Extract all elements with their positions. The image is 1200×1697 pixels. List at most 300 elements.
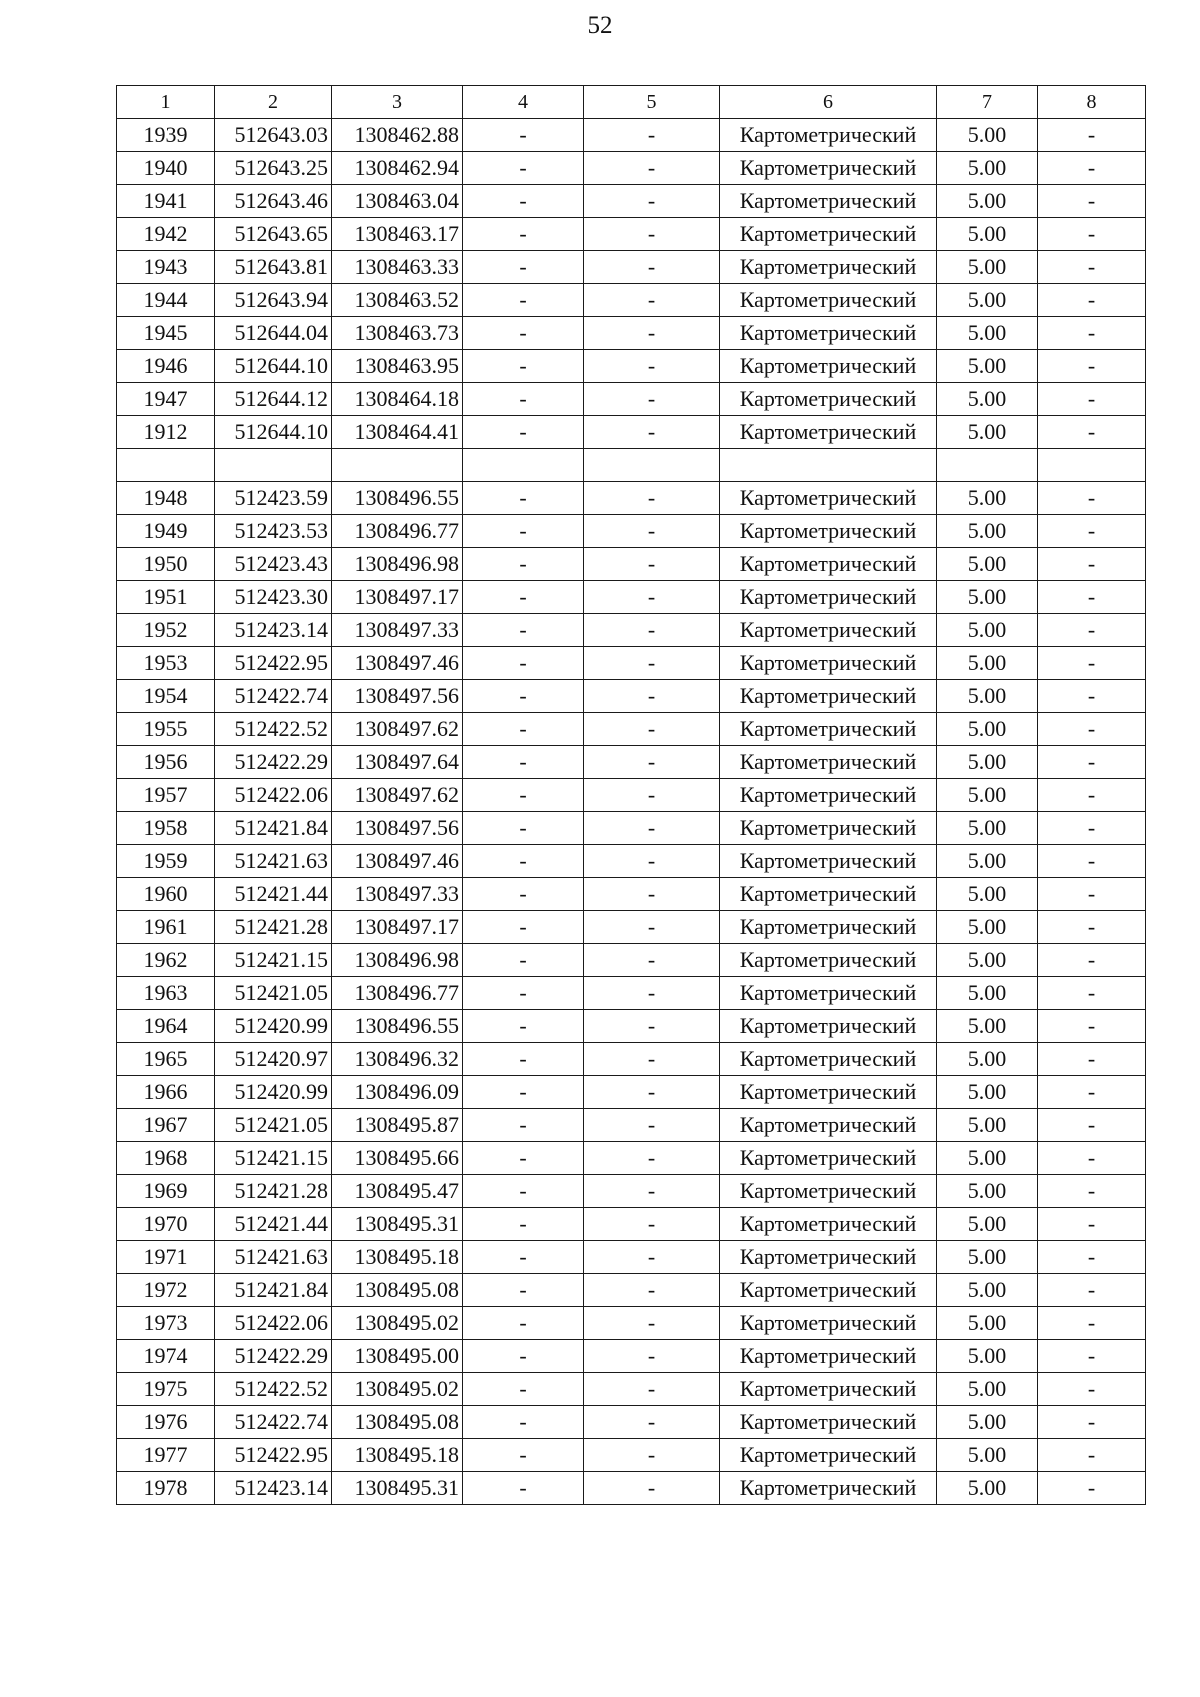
point-number-cell: 1978 <box>117 1472 215 1505</box>
x-coordinate-cell: 512644.10 <box>215 416 332 449</box>
column-4-cell: - <box>463 1076 584 1109</box>
point-number-cell: 1947 <box>117 383 215 416</box>
accuracy-cell: 5.00 <box>937 548 1038 581</box>
column-8-cell: - <box>1038 152 1146 185</box>
column-4-cell: - <box>463 317 584 350</box>
column-8-cell: - <box>1038 1142 1146 1175</box>
method-cell: Картометрический <box>720 1142 937 1175</box>
column-8-cell: - <box>1038 383 1146 416</box>
method-cell: Картометрический <box>720 185 937 218</box>
method-cell: Картометрический <box>720 119 937 152</box>
table-row <box>117 383 1146 416</box>
x-coordinate-cell: 512422.06 <box>215 1307 332 1340</box>
column-8-cell: - <box>1038 1175 1146 1208</box>
point-number-cell: 1959 <box>117 845 215 878</box>
y-coordinate-cell: 1308463.95 <box>332 350 463 383</box>
column-8-cell: - <box>1038 1076 1146 1109</box>
method-cell: Картометрический <box>720 812 937 845</box>
x-coordinate-cell: 512643.65 <box>215 218 332 251</box>
x-coordinate-cell: 512421.84 <box>215 812 332 845</box>
method-cell: Картометрический <box>720 581 937 614</box>
x-coordinate-cell: 512422.74 <box>215 680 332 713</box>
table-row <box>117 1439 1146 1472</box>
y-coordinate-cell: 1308496.98 <box>332 548 463 581</box>
accuracy-cell: 5.00 <box>937 1010 1038 1043</box>
y-coordinate-cell: 1308495.02 <box>332 1307 463 1340</box>
point-number-cell: 1946 <box>117 350 215 383</box>
accuracy-cell: 5.00 <box>937 1406 1038 1439</box>
method-cell: Картометрический <box>720 515 937 548</box>
y-coordinate-cell: 1308496.98 <box>332 944 463 977</box>
x-coordinate-cell: 512644.12 <box>215 383 332 416</box>
column-8-cell: - <box>1038 1340 1146 1373</box>
x-coordinate-cell: 512421.05 <box>215 977 332 1010</box>
y-coordinate-cell: 1308463.04 <box>332 185 463 218</box>
table-row <box>117 1241 1146 1274</box>
y-coordinate-cell: 1308463.52 <box>332 284 463 317</box>
x-coordinate-cell: 512423.53 <box>215 515 332 548</box>
method-cell: Картометрический <box>720 1208 937 1241</box>
column-4-cell: - <box>463 1043 584 1076</box>
column-4-cell: - <box>463 614 584 647</box>
y-coordinate-cell: 1308495.47 <box>332 1175 463 1208</box>
accuracy-cell: 5.00 <box>937 812 1038 845</box>
column-8-cell: - <box>1038 1109 1146 1142</box>
table-row <box>117 1406 1146 1439</box>
column-5-cell: - <box>584 911 720 944</box>
point-number-cell: 1943 <box>117 251 215 284</box>
column-5-cell: - <box>584 1406 720 1439</box>
column-5-cell: - <box>584 482 720 515</box>
point-number-cell: 1966 <box>117 1076 215 1109</box>
accuracy-cell: 5.00 <box>937 1373 1038 1406</box>
column-header: 6 <box>720 86 937 119</box>
y-coordinate-cell: 1308463.17 <box>332 218 463 251</box>
table-row <box>117 581 1146 614</box>
y-coordinate-cell: 1308497.33 <box>332 614 463 647</box>
y-coordinate-cell: 1308462.94 <box>332 152 463 185</box>
table-row <box>117 779 1146 812</box>
point-number-cell: 1944 <box>117 284 215 317</box>
x-coordinate-cell: 512422.74 <box>215 1406 332 1439</box>
accuracy-cell: 5.00 <box>937 515 1038 548</box>
accuracy-cell: 5.00 <box>937 944 1038 977</box>
column-4-cell: - <box>463 1307 584 1340</box>
column-8-cell: - <box>1038 119 1146 152</box>
accuracy-cell: 5.00 <box>937 284 1038 317</box>
accuracy-cell: 5.00 <box>937 845 1038 878</box>
point-number-cell: 1969 <box>117 1175 215 1208</box>
column-5-cell: - <box>584 1010 720 1043</box>
y-coordinate-cell: 1308497.56 <box>332 812 463 845</box>
column-4-cell: - <box>463 482 584 515</box>
column-5-cell: - <box>584 119 720 152</box>
accuracy-cell: 5.00 <box>937 1043 1038 1076</box>
column-5-cell: - <box>584 878 720 911</box>
accuracy-cell: 5.00 <box>937 1274 1038 1307</box>
x-coordinate-cell: 512421.84 <box>215 1274 332 1307</box>
column-4-cell: - <box>463 185 584 218</box>
y-coordinate-cell: 1308496.55 <box>332 482 463 515</box>
column-5-cell: - <box>584 1043 720 1076</box>
column-header: 4 <box>463 86 584 119</box>
y-coordinate-cell: 1308496.77 <box>332 977 463 1010</box>
column-4-cell: - <box>463 1241 584 1274</box>
column-5-cell: - <box>584 515 720 548</box>
page-number: 52 <box>587 12 613 39</box>
point-number-cell: 1976 <box>117 1406 215 1439</box>
column-8-cell: - <box>1038 416 1146 449</box>
table-row <box>117 515 1146 548</box>
column-8-cell: - <box>1038 185 1146 218</box>
table-row <box>117 119 1146 152</box>
table-row <box>117 251 1146 284</box>
table-row <box>117 680 1146 713</box>
y-coordinate-cell: 1308497.62 <box>332 713 463 746</box>
method-cell: Картометрический <box>720 1373 937 1406</box>
column-5-cell: - <box>584 944 720 977</box>
x-coordinate-cell: 512421.05 <box>215 1109 332 1142</box>
y-coordinate-cell: 1308497.46 <box>332 647 463 680</box>
y-coordinate-cell: 1308495.08 <box>332 1406 463 1439</box>
y-coordinate-cell: 1308495.66 <box>332 1142 463 1175</box>
column-8-cell: - <box>1038 1406 1146 1439</box>
column-5-cell: - <box>584 1340 720 1373</box>
y-coordinate-cell: 1308497.17 <box>332 911 463 944</box>
column-8-cell: - <box>1038 845 1146 878</box>
table-row <box>117 1472 1146 1505</box>
x-coordinate-cell: 512421.63 <box>215 1241 332 1274</box>
column-8-cell: - <box>1038 812 1146 845</box>
point-number-cell: 1958 <box>117 812 215 845</box>
point-number-cell: 1977 <box>117 1439 215 1472</box>
table-row <box>117 548 1146 581</box>
method-cell: Картометрический <box>720 482 937 515</box>
column-5-cell: - <box>584 317 720 350</box>
column-4-cell: - <box>463 680 584 713</box>
column-8-cell: - <box>1038 1010 1146 1043</box>
column-4-cell: - <box>463 1142 584 1175</box>
column-8-cell: - <box>1038 1439 1146 1472</box>
column-5-cell: - <box>584 713 720 746</box>
point-number-cell: 1912 <box>117 416 215 449</box>
table-header-row <box>117 86 1146 119</box>
table-row <box>117 152 1146 185</box>
table-row <box>117 977 1146 1010</box>
column-4-cell: - <box>463 1175 584 1208</box>
y-coordinate-cell: 1308496.77 <box>332 515 463 548</box>
point-number-cell: 1975 <box>117 1373 215 1406</box>
column-8-cell: - <box>1038 1241 1146 1274</box>
column-4-cell: - <box>463 1208 584 1241</box>
x-coordinate-cell: 512422.52 <box>215 1373 332 1406</box>
accuracy-cell: 5.00 <box>937 482 1038 515</box>
accuracy-cell: 5.00 <box>937 779 1038 812</box>
column-5-cell: - <box>584 845 720 878</box>
column-5-cell <box>584 449 720 482</box>
column-8-cell: - <box>1038 1274 1146 1307</box>
column-5-cell: - <box>584 152 720 185</box>
accuracy-cell: 5.00 <box>937 218 1038 251</box>
table-row <box>117 1076 1146 1109</box>
accuracy-cell: 5.00 <box>937 350 1038 383</box>
column-8-cell: - <box>1038 251 1146 284</box>
y-coordinate-cell: 1308495.08 <box>332 1274 463 1307</box>
column-4-cell: - <box>463 845 584 878</box>
point-number-cell: 1962 <box>117 944 215 977</box>
x-coordinate-cell: 512421.15 <box>215 1142 332 1175</box>
method-cell: Картометрический <box>720 1472 937 1505</box>
column-8-cell: - <box>1038 977 1146 1010</box>
y-coordinate-cell: 1308462.88 <box>332 119 463 152</box>
method-cell: Картометрический <box>720 977 937 1010</box>
x-coordinate-cell: 512423.14 <box>215 614 332 647</box>
table-row <box>117 218 1146 251</box>
x-coordinate-cell: 512421.28 <box>215 911 332 944</box>
x-coordinate-cell <box>215 449 332 482</box>
method-cell: Картометрический <box>720 416 937 449</box>
y-coordinate-cell: 1308497.17 <box>332 581 463 614</box>
column-5-cell: - <box>584 185 720 218</box>
column-4-cell: - <box>463 581 584 614</box>
x-coordinate-cell: 512422.95 <box>215 647 332 680</box>
column-header: 7 <box>937 86 1038 119</box>
x-coordinate-cell: 512643.94 <box>215 284 332 317</box>
table-row <box>117 812 1146 845</box>
table-row <box>117 1043 1146 1076</box>
y-coordinate-cell: 1308463.73 <box>332 317 463 350</box>
column-5-cell: - <box>584 647 720 680</box>
column-8-cell: - <box>1038 1373 1146 1406</box>
table-row <box>117 845 1146 878</box>
method-cell: Картометрический <box>720 647 937 680</box>
table-row <box>117 1142 1146 1175</box>
column-header: 8 <box>1038 86 1146 119</box>
column-4-cell: - <box>463 977 584 1010</box>
point-number-cell: 1939 <box>117 119 215 152</box>
column-4-cell: - <box>463 218 584 251</box>
table-row <box>117 1010 1146 1043</box>
x-coordinate-cell: 512421.28 <box>215 1175 332 1208</box>
point-number-cell: 1967 <box>117 1109 215 1142</box>
column-4-cell: - <box>463 944 584 977</box>
y-coordinate-cell: 1308496.32 <box>332 1043 463 1076</box>
x-coordinate-cell: 512422.29 <box>215 1340 332 1373</box>
column-5-cell: - <box>584 416 720 449</box>
method-cell: Картометрический <box>720 1307 937 1340</box>
method-cell: Картометрический <box>720 218 937 251</box>
column-8-cell: - <box>1038 647 1146 680</box>
column-8-cell: - <box>1038 218 1146 251</box>
point-number-cell: 1955 <box>117 713 215 746</box>
column-8-cell: - <box>1038 944 1146 977</box>
method-cell: Картометрический <box>720 1010 937 1043</box>
point-number-cell: 1972 <box>117 1274 215 1307</box>
accuracy-cell: 5.00 <box>937 152 1038 185</box>
x-coordinate-cell: 512421.63 <box>215 845 332 878</box>
x-coordinate-cell: 512423.30 <box>215 581 332 614</box>
x-coordinate-cell: 512423.14 <box>215 1472 332 1505</box>
y-coordinate-cell: 1308495.02 <box>332 1373 463 1406</box>
column-5-cell: - <box>584 383 720 416</box>
column-8-cell: - <box>1038 482 1146 515</box>
y-coordinate-cell: 1308464.41 <box>332 416 463 449</box>
column-5-cell: - <box>584 746 720 779</box>
column-4-cell: - <box>463 350 584 383</box>
method-cell: Картометрический <box>720 779 937 812</box>
table-row <box>117 1274 1146 1307</box>
column-4-cell: - <box>463 1472 584 1505</box>
column-5-cell: - <box>584 350 720 383</box>
column-8-cell: - <box>1038 581 1146 614</box>
method-cell: Картометрический <box>720 1043 937 1076</box>
point-number-cell: 1964 <box>117 1010 215 1043</box>
column-8-cell: - <box>1038 1307 1146 1340</box>
point-number-cell: 1954 <box>117 680 215 713</box>
method-cell: Картометрический <box>720 251 937 284</box>
y-coordinate-cell: 1308495.31 <box>332 1472 463 1505</box>
column-8-cell: - <box>1038 680 1146 713</box>
column-8-cell: - <box>1038 878 1146 911</box>
method-cell: Картометрический <box>720 713 937 746</box>
table-row <box>117 1340 1146 1373</box>
x-coordinate-cell: 512421.15 <box>215 944 332 977</box>
y-coordinate-cell: 1308464.18 <box>332 383 463 416</box>
column-5-cell: - <box>584 1142 720 1175</box>
accuracy-cell: 5.00 <box>937 1472 1038 1505</box>
y-coordinate-cell: 1308496.09 <box>332 1076 463 1109</box>
method-cell: Картометрический <box>720 1175 937 1208</box>
column-4-cell: - <box>463 548 584 581</box>
point-number-cell: 1971 <box>117 1241 215 1274</box>
point-number-cell: 1951 <box>117 581 215 614</box>
column-4-cell: - <box>463 416 584 449</box>
method-cell: Картометрический <box>720 1406 937 1439</box>
table-row <box>117 944 1146 977</box>
accuracy-cell: 5.00 <box>937 878 1038 911</box>
y-coordinate-cell: 1308495.18 <box>332 1241 463 1274</box>
point-number-cell: 1963 <box>117 977 215 1010</box>
column-4-cell: - <box>463 1274 584 1307</box>
x-coordinate-cell: 512421.44 <box>215 878 332 911</box>
method-cell: Картометрический <box>720 614 937 647</box>
accuracy-cell: 5.00 <box>937 185 1038 218</box>
y-coordinate-cell: 1308497.46 <box>332 845 463 878</box>
table-row <box>117 713 1146 746</box>
column-8-cell: - <box>1038 548 1146 581</box>
method-cell: Картометрический <box>720 1340 937 1373</box>
method-cell: Картометрический <box>720 1076 937 1109</box>
column-5-cell: - <box>584 284 720 317</box>
column-5-cell: - <box>584 1109 720 1142</box>
column-header: 1 <box>117 86 215 119</box>
accuracy-cell: 5.00 <box>937 416 1038 449</box>
column-4-cell: - <box>463 119 584 152</box>
coordinates-table <box>116 85 1146 1505</box>
x-coordinate-cell: 512644.10 <box>215 350 332 383</box>
accuracy-cell: 5.00 <box>937 1076 1038 1109</box>
column-5-cell: - <box>584 251 720 284</box>
table-row <box>117 647 1146 680</box>
method-cell: Картометрический <box>720 845 937 878</box>
accuracy-cell: 5.00 <box>937 713 1038 746</box>
point-number-cell: 1960 <box>117 878 215 911</box>
column-5-cell: - <box>584 548 720 581</box>
method-cell: Картометрический <box>720 1241 937 1274</box>
table-row <box>117 1208 1146 1241</box>
column-8-cell: - <box>1038 779 1146 812</box>
column-4-cell: - <box>463 1010 584 1043</box>
x-coordinate-cell: 512643.03 <box>215 119 332 152</box>
accuracy-cell: 5.00 <box>937 581 1038 614</box>
point-number-cell: 1973 <box>117 1307 215 1340</box>
column-5-cell: - <box>584 977 720 1010</box>
method-cell: Картометрический <box>720 383 937 416</box>
accuracy-cell: 5.00 <box>937 977 1038 1010</box>
column-5-cell: - <box>584 1241 720 1274</box>
column-8-cell: - <box>1038 350 1146 383</box>
method-cell: Картометрический <box>720 284 937 317</box>
point-number-cell: 1970 <box>117 1208 215 1241</box>
x-coordinate-cell: 512643.81 <box>215 251 332 284</box>
table-row <box>117 614 1146 647</box>
point-number-cell: 1965 <box>117 1043 215 1076</box>
x-coordinate-cell: 512423.43 <box>215 548 332 581</box>
x-coordinate-cell: 512420.97 <box>215 1043 332 1076</box>
column-5-cell: - <box>584 1439 720 1472</box>
table-row <box>117 746 1146 779</box>
method-cell: Картометрический <box>720 1274 937 1307</box>
table-row <box>117 416 1146 449</box>
y-coordinate-cell <box>332 449 463 482</box>
table-row <box>117 449 1146 482</box>
accuracy-cell: 5.00 <box>937 680 1038 713</box>
x-coordinate-cell: 512644.04 <box>215 317 332 350</box>
method-cell: Картометрический <box>720 152 937 185</box>
point-number-cell: 1950 <box>117 548 215 581</box>
accuracy-cell: 5.00 <box>937 1241 1038 1274</box>
point-number-cell: 1953 <box>117 647 215 680</box>
table-row <box>117 1109 1146 1142</box>
point-number-cell: 1957 <box>117 779 215 812</box>
point-number-cell: 1968 <box>117 1142 215 1175</box>
column-8-cell: - <box>1038 1043 1146 1076</box>
table-row <box>117 185 1146 218</box>
column-4-cell: - <box>463 911 584 944</box>
method-cell: Картометрический <box>720 878 937 911</box>
x-coordinate-cell: 512643.46 <box>215 185 332 218</box>
y-coordinate-cell: 1308496.55 <box>332 1010 463 1043</box>
accuracy-cell: 5.00 <box>937 1340 1038 1373</box>
column-4-cell: - <box>463 1439 584 1472</box>
y-coordinate-cell: 1308497.33 <box>332 878 463 911</box>
accuracy-cell: 5.00 <box>937 119 1038 152</box>
column-header: 3 <box>332 86 463 119</box>
point-number-cell: 1940 <box>117 152 215 185</box>
column-4-cell: - <box>463 284 584 317</box>
accuracy-cell: 5.00 <box>937 1439 1038 1472</box>
column-5-cell: - <box>584 1472 720 1505</box>
x-coordinate-cell: 512420.99 <box>215 1010 332 1043</box>
column-5-cell: - <box>584 1373 720 1406</box>
method-cell: Картометрический <box>720 911 937 944</box>
column-header: 5 <box>584 86 720 119</box>
column-4-cell: - <box>463 1340 584 1373</box>
table-row <box>117 1175 1146 1208</box>
x-coordinate-cell: 512422.95 <box>215 1439 332 1472</box>
method-cell: Картометрический <box>720 350 937 383</box>
column-4-cell: - <box>463 746 584 779</box>
